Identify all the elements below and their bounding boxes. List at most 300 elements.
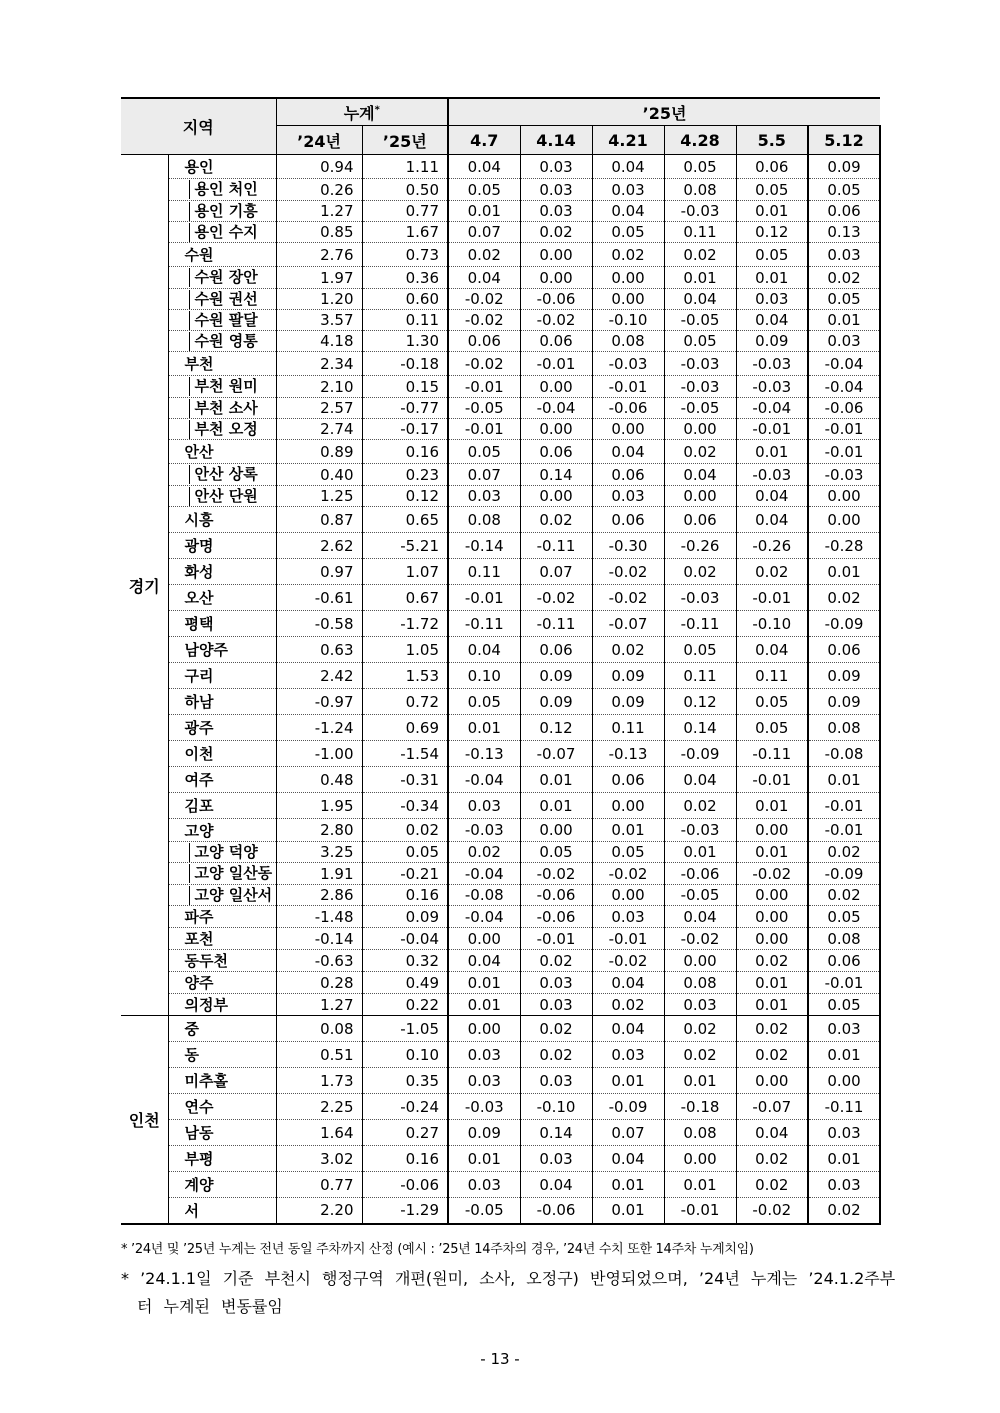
weekly-value: 0.08: [808, 715, 880, 741]
weekly-value: -0.28: [808, 533, 880, 559]
weekly-value: 0.05: [736, 179, 808, 201]
district-name: 광명: [168, 533, 276, 559]
table-row: [121, 440, 880, 464]
weekly-value: 0.04: [736, 310, 808, 331]
subdistrict-name: [168, 885, 276, 906]
subdistrict-label: 부천 오정: [189, 420, 258, 439]
weekly-value: 0.03: [592, 486, 664, 507]
table-row: [121, 972, 880, 994]
cumulative-value: -0.34: [362, 793, 448, 819]
weekly-value: -0.26: [664, 533, 736, 559]
weekly-value: -0.07: [736, 1094, 808, 1120]
weekly-value: 0.06: [808, 950, 880, 972]
cumulative-value: 0.67: [362, 585, 448, 611]
weekly-value: 0.04: [664, 906, 736, 928]
weekly-value: -0.11: [808, 1094, 880, 1120]
weekly-value: 0.05: [592, 842, 664, 863]
weekly-value: -0.02: [448, 289, 520, 310]
cumulative-value: -0.14: [276, 928, 362, 950]
region-header: 지역: [121, 98, 276, 155]
weekly-value: -0.02: [592, 585, 664, 611]
cumulative-value: -1.72: [362, 611, 448, 637]
weekly-value: 0.05: [808, 994, 880, 1016]
weekly-value: 0.03: [520, 179, 592, 201]
weekly-value: -0.02: [592, 863, 664, 885]
cumulative-value: -0.24: [362, 1094, 448, 1120]
weekly-value: 0.01: [736, 267, 808, 289]
weekly-value: 0.02: [448, 842, 520, 863]
cumulative-value: -0.58: [276, 611, 362, 637]
cumulative-value: -0.31: [362, 767, 448, 793]
district-name: 시흥: [168, 507, 276, 533]
weekly-value: -0.04: [808, 352, 880, 376]
weekly-value: 0.06: [808, 201, 880, 222]
weekly-value: 0.04: [736, 637, 808, 663]
weekly-value: 0.03: [520, 1068, 592, 1094]
table-row: [121, 1068, 880, 1094]
weekly-value: 0.11: [736, 663, 808, 689]
subdistrict-label: 고양 덕양: [189, 843, 258, 862]
weekly-value: 0.00: [520, 419, 592, 440]
weekly-value: 0.03: [736, 289, 808, 310]
weekly-value: 0.00: [448, 1016, 520, 1042]
weekly-value: 0.04: [448, 950, 520, 972]
weekly-value: -0.06: [520, 885, 592, 906]
col-header-week: 4.14: [520, 126, 592, 155]
weekly-value: -0.30: [592, 533, 664, 559]
weekly-value: 0.01: [736, 440, 808, 464]
cumulative-value: 2.86: [276, 885, 362, 906]
cumulative-value: 0.49: [362, 972, 448, 994]
price-change-table: [121, 97, 881, 1225]
weekly-value: 0.07: [448, 464, 520, 486]
weekly-value: 0.14: [520, 1120, 592, 1146]
weekly-value: -0.11: [736, 741, 808, 767]
table-row: [121, 1120, 880, 1146]
cumulative-value: -1.29: [362, 1198, 448, 1224]
table-row: [121, 289, 880, 310]
weekly-value: -0.11: [520, 533, 592, 559]
weekly-value: -0.06: [520, 1198, 592, 1224]
district-name: 의정부: [168, 994, 276, 1016]
weekly-value: 0.12: [736, 222, 808, 243]
page-number: - 13 -: [480, 1350, 520, 1368]
footnote-bucheon: * ’24.1.1일 기준 부천시 행정구역 개편(원미, 소사, 오정구) 반영되었으며, ’24년 누계는 ’24.1.2주부터 누계된 변동률임: [121, 1269, 896, 1316]
weekly-value: 0.00: [592, 419, 664, 440]
table-row: [121, 950, 880, 972]
table-row: [121, 906, 880, 928]
district-name: 계양: [168, 1172, 276, 1198]
weekly-value: 0.01: [664, 1172, 736, 1198]
cumulative-value: 2.10: [276, 376, 362, 398]
col-header-week: 5.5: [736, 126, 808, 155]
weekly-value: -0.03: [808, 464, 880, 486]
weekly-value: 0.01: [592, 1068, 664, 1094]
weekly-value: 0.02: [520, 950, 592, 972]
subdistrict-name: [168, 179, 276, 201]
weekly-value: -0.02: [520, 863, 592, 885]
district-name: 하남: [168, 689, 276, 715]
weekly-value: -0.03: [664, 352, 736, 376]
table-row: [121, 793, 880, 819]
weekly-value: 0.03: [808, 1172, 880, 1198]
table-row: [121, 994, 880, 1016]
district-name: 남양주: [168, 637, 276, 663]
subdistrict-label: 부천 소사: [189, 399, 258, 418]
weekly-value: -0.01: [448, 585, 520, 611]
weekly-value: 0.10: [448, 663, 520, 689]
weekly-value: 0.07: [448, 222, 520, 243]
weekly-value: 0.02: [592, 243, 664, 267]
cumulative-value: 0.15: [362, 376, 448, 398]
subdistrict-name: [168, 331, 276, 352]
cumulative-value: 0.87: [276, 507, 362, 533]
cumulative-value: 1.30: [362, 331, 448, 352]
table-row: [121, 842, 880, 863]
weekly-value: 0.07: [520, 559, 592, 585]
weekly-value: 0.02: [520, 222, 592, 243]
district-name: 수원: [168, 243, 276, 267]
weekly-value: 0.01: [448, 994, 520, 1016]
weekly-value: 0.08: [592, 331, 664, 352]
table-row: [121, 585, 880, 611]
weekly-value: -0.03: [664, 585, 736, 611]
weekly-value: 0.02: [664, 793, 736, 819]
weekly-value: -0.09: [808, 611, 880, 637]
weekly-value: 0.02: [664, 1016, 736, 1042]
weekly-value: 0.01: [736, 972, 808, 994]
cumulative-value: 0.12: [362, 486, 448, 507]
table-row: [121, 559, 880, 585]
weekly-value: 0.03: [520, 972, 592, 994]
weekly-value: 0.11: [448, 559, 520, 585]
weekly-value: 0.05: [592, 222, 664, 243]
cumulative-value: 0.40: [276, 464, 362, 486]
weekly-value: 0.05: [808, 289, 880, 310]
weekly-value: 0.08: [664, 179, 736, 201]
weekly-value: 0.00: [808, 507, 880, 533]
weekly-value: -0.11: [664, 611, 736, 637]
table-row: [121, 1146, 880, 1172]
weekly-value: -0.06: [808, 398, 880, 419]
weekly-value: 0.01: [808, 1146, 880, 1172]
table-row: [121, 767, 880, 793]
weekly-value: 0.01: [664, 267, 736, 289]
table-row: [121, 331, 880, 352]
weekly-value: 0.01: [664, 1068, 736, 1094]
district-name: 오산: [168, 585, 276, 611]
table-row: [121, 1042, 880, 1068]
cumulative-value: -0.17: [362, 419, 448, 440]
cumulative-value: 0.23: [362, 464, 448, 486]
cumulative-value: 1.27: [276, 994, 362, 1016]
weekly-value: -0.05: [448, 1198, 520, 1224]
weekly-value: 0.02: [592, 994, 664, 1016]
cumulative-value: 0.09: [362, 906, 448, 928]
subdistrict-name: [168, 419, 276, 440]
cumulative-value: -1.00: [276, 741, 362, 767]
district-name: 동: [168, 1042, 276, 1068]
table-row: [121, 928, 880, 950]
weekly-value: -0.08: [448, 885, 520, 906]
weekly-value: -0.03: [448, 819, 520, 842]
weekly-value: 0.09: [592, 689, 664, 715]
weekly-value: 0.04: [592, 440, 664, 464]
col-header-y24: ’24년: [276, 126, 362, 155]
weekly-value: 0.00: [808, 1068, 880, 1094]
weekly-value: 0.01: [736, 842, 808, 863]
weekly-value: -0.03: [736, 464, 808, 486]
weekly-value: 0.00: [736, 1068, 808, 1094]
weekly-value: 0.02: [448, 243, 520, 267]
weekly-value: 0.04: [736, 1120, 808, 1146]
weekly-value: 0.04: [448, 637, 520, 663]
weekly-value: 0.03: [808, 331, 880, 352]
cumulative-value: 0.05: [362, 842, 448, 863]
cumulative-value: -0.63: [276, 950, 362, 972]
cumulative-value: 1.64: [276, 1120, 362, 1146]
weekly-value: 0.03: [520, 201, 592, 222]
weekly-value: -0.02: [736, 863, 808, 885]
weekly-value: 0.02: [736, 950, 808, 972]
subdistrict-label: 부천 원미: [189, 377, 258, 396]
district-name: 용인: [168, 155, 276, 179]
table-row: [121, 376, 880, 398]
weekly-value: 0.02: [664, 1042, 736, 1068]
col-header-week: 4.28: [664, 126, 736, 155]
weekly-value: -0.02: [448, 310, 520, 331]
weekly-value: 0.03: [448, 1172, 520, 1198]
weekly-value: -0.10: [736, 611, 808, 637]
district-name: 동두천: [168, 950, 276, 972]
weekly-value: 0.09: [448, 1120, 520, 1146]
weekly-value: -0.11: [520, 611, 592, 637]
weekly-value: -0.01: [736, 419, 808, 440]
subdistrict-name: [168, 267, 276, 289]
weekly-value: 0.03: [448, 793, 520, 819]
cumulative-value: 1.95: [276, 793, 362, 819]
cumulative-value: 1.67: [362, 222, 448, 243]
cumulative-value: 2.80: [276, 819, 362, 842]
subdistrict-name: [168, 289, 276, 310]
cumulative-mark: *: [374, 104, 380, 116]
weekly-value: -0.14: [448, 533, 520, 559]
cumulative-header: [276, 98, 448, 126]
cumulative-value: 0.26: [276, 179, 362, 201]
district-name: 부평: [168, 1146, 276, 1172]
cumulative-value: 0.16: [362, 440, 448, 464]
weekly-value: 0.02: [520, 1042, 592, 1068]
weekly-value: 0.03: [520, 994, 592, 1016]
subdistrict-name: [168, 863, 276, 885]
table-row: [121, 637, 880, 663]
weekly-value: 0.02: [736, 1016, 808, 1042]
weekly-value: 0.04: [736, 507, 808, 533]
cumulative-value: 0.85: [276, 222, 362, 243]
table-row: [121, 663, 880, 689]
weekly-value: 0.02: [520, 1016, 592, 1042]
weekly-value: 0.02: [664, 559, 736, 585]
region-cell: 인천: [128, 1110, 160, 1130]
weekly-value: 0.00: [664, 950, 736, 972]
weekly-value: 0.05: [448, 689, 520, 715]
weekly-value: 0.08: [448, 507, 520, 533]
weekly-value: 0.05: [664, 155, 736, 179]
weekly-value: -0.01: [592, 928, 664, 950]
weekly-value: 0.01: [808, 767, 880, 793]
cumulative-value: -0.04: [362, 928, 448, 950]
district-name: 화성: [168, 559, 276, 585]
weekly-value: 0.04: [592, 201, 664, 222]
weekly-value: 0.02: [808, 885, 880, 906]
weekly-value: -0.06: [520, 289, 592, 310]
table-row: [121, 419, 880, 440]
table-row: [121, 486, 880, 507]
weekly-value: 0.00: [736, 906, 808, 928]
cumulative-value: 1.53: [362, 663, 448, 689]
weekly-value: -0.03: [592, 352, 664, 376]
cumulative-value: 0.36: [362, 267, 448, 289]
weekly-value: 0.05: [448, 179, 520, 201]
weekly-value: 0.00: [520, 376, 592, 398]
weekly-value: 0.02: [592, 637, 664, 663]
weekly-value: 0.00: [520, 267, 592, 289]
weekly-value: 0.06: [736, 155, 808, 179]
weekly-value: 0.02: [808, 1198, 880, 1224]
district-name: 평택: [168, 611, 276, 637]
table-row: [121, 310, 880, 331]
weekly-value: 0.00: [664, 1146, 736, 1172]
weekly-value: 0.03: [448, 486, 520, 507]
weekly-value: -0.02: [664, 928, 736, 950]
weekly-value: 0.01: [448, 972, 520, 994]
cumulative-value: 2.76: [276, 243, 362, 267]
subdistrict-label: 안산 상록: [189, 465, 258, 484]
district-name: 포천: [168, 928, 276, 950]
weekly-value: -0.01: [520, 928, 592, 950]
weekly-value: 0.04: [592, 972, 664, 994]
weekly-value: 0.01: [520, 767, 592, 793]
subdistrict-name: [168, 201, 276, 222]
cumulative-value: 1.05: [362, 637, 448, 663]
weekly-value: 0.09: [520, 663, 592, 689]
weekly-value: -0.08: [808, 741, 880, 767]
weekly-value: -0.01: [736, 585, 808, 611]
weekly-value: 0.04: [664, 767, 736, 793]
weekly-value: -0.01: [808, 819, 880, 842]
weekly-value: -0.11: [448, 611, 520, 637]
cumulative-value: 1.73: [276, 1068, 362, 1094]
cumulative-value: -1.54: [362, 741, 448, 767]
cumulative-value: -1.48: [276, 906, 362, 928]
weekly-value: -0.09: [592, 1094, 664, 1120]
cumulative-value: 2.74: [276, 419, 362, 440]
weekly-value: 0.00: [520, 243, 592, 267]
weekly-value: 0.01: [448, 1146, 520, 1172]
cumulative-value: 0.89: [276, 440, 362, 464]
district-name: 안산: [168, 440, 276, 464]
district-name: 남동: [168, 1120, 276, 1146]
weekly-value: 0.01: [592, 819, 664, 842]
cumulative-value: 4.18: [276, 331, 362, 352]
table-row: [121, 885, 880, 906]
subdistrict-name: [168, 398, 276, 419]
table-row: [121, 689, 880, 715]
cumulative-value: -5.21: [362, 533, 448, 559]
weekly-value: 0.00: [520, 819, 592, 842]
weekly-value: -0.01: [808, 972, 880, 994]
weekly-value: 0.01: [592, 1172, 664, 1198]
cumulative-value: 0.08: [276, 1016, 362, 1042]
cumulative-value: 1.07: [362, 559, 448, 585]
weekly-value: 0.06: [592, 767, 664, 793]
weekly-value: 0.00: [664, 486, 736, 507]
weekly-value: 0.02: [664, 440, 736, 464]
weekly-value: 0.00: [808, 486, 880, 507]
weekly-value: 0.05: [808, 179, 880, 201]
cumulative-value: 1.27: [276, 201, 362, 222]
weekly-value: 0.01: [448, 201, 520, 222]
weekly-value: 0.13: [808, 222, 880, 243]
weekly-value: -0.02: [448, 352, 520, 376]
district-name: 광주: [168, 715, 276, 741]
weekly-value: 0.08: [664, 1120, 736, 1146]
cumulative-value: 0.28: [276, 972, 362, 994]
weekly-value: 0.00: [592, 267, 664, 289]
col-header-week: 4.7: [448, 126, 520, 155]
weekly-value: 0.05: [736, 715, 808, 741]
weekly-value: 0.01: [808, 310, 880, 331]
weekly-value: 0.04: [592, 1016, 664, 1042]
district-name: 미추홀: [168, 1068, 276, 1094]
weekly-value: 0.05: [664, 637, 736, 663]
cumulative-label: 누계: [343, 103, 375, 123]
weekly-value: -0.01: [448, 419, 520, 440]
table-row: [121, 1198, 880, 1224]
table-row: [121, 819, 880, 842]
cumulative-value: 0.72: [362, 689, 448, 715]
weekly-value: 0.00: [664, 419, 736, 440]
weekly-value: 0.04: [448, 155, 520, 179]
cumulative-value: -0.18: [362, 352, 448, 376]
cumulative-value: 2.20: [276, 1198, 362, 1224]
cumulative-value: 3.02: [276, 1146, 362, 1172]
weekly-value: 0.03: [592, 179, 664, 201]
weekly-value: 0.02: [736, 1172, 808, 1198]
weekly-value: -0.05: [664, 398, 736, 419]
cumulative-value: -0.21: [362, 863, 448, 885]
weekly-value: 0.01: [592, 1198, 664, 1224]
weekly-value: -0.10: [592, 310, 664, 331]
weekly-value: -0.04: [808, 376, 880, 398]
weekly-value: 0.05: [448, 440, 520, 464]
footnote-cumulative: * ’24년 및 ’25년 누계는 전년 동일 주차까지 산정 (예시 : ’25년 14주차의 경우, ’24년 수치 또한 14주차 누계치임): [121, 1242, 754, 1257]
weekly-value: 0.09: [808, 155, 880, 179]
cumulative-value: -0.97: [276, 689, 362, 715]
weekly-value: 0.02: [736, 559, 808, 585]
cumulative-value: 0.50: [362, 179, 448, 201]
weekly-value: -0.06: [520, 906, 592, 928]
weekly-value: -0.03: [664, 819, 736, 842]
table-row: [121, 464, 880, 486]
subdistrict-label: 고양 일산동: [189, 864, 273, 883]
subdistrict-label: 용인 기흥: [189, 202, 258, 221]
weekly-value: 0.06: [520, 637, 592, 663]
cumulative-value: 1.11: [362, 155, 448, 179]
table-row: [121, 267, 880, 289]
weekly-value: -0.02: [592, 950, 664, 972]
subdistrict-name: [168, 222, 276, 243]
